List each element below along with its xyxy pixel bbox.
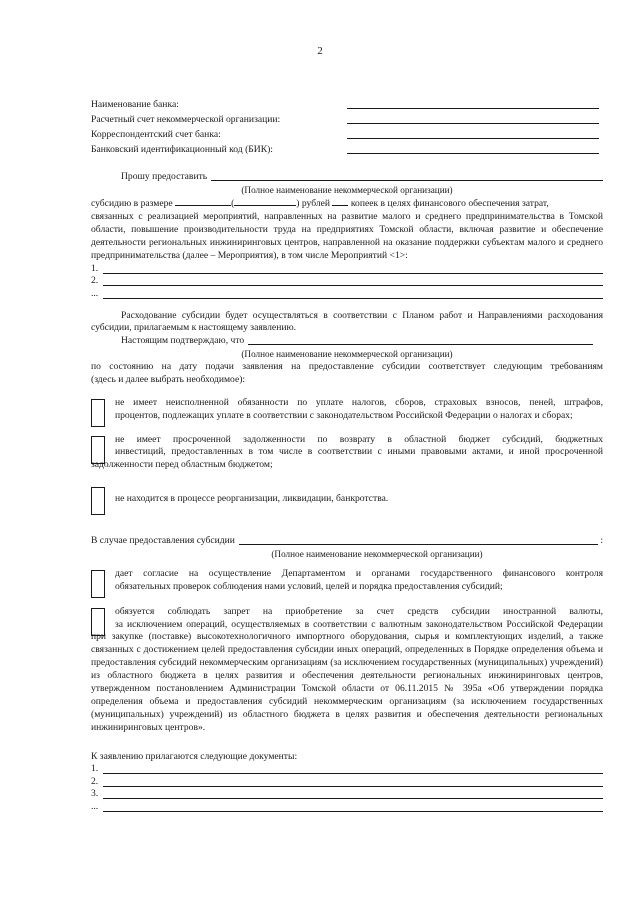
requirement-option [91,434,603,473]
account-field[interactable] [347,123,599,124]
attachment-item-field[interactable] [103,773,603,774]
consent-text-rest: за исключением операций, осуществляемых в соответствии с валютным законодательством Российской Федерации при закупке (поставке) высокотехнологичного импортного оборудования, сырья и комплектующих изделий, а также связанных с достижением целей предоставления субсидии иных операций, определенных в Порядке определения объема и предоставления субсидий некоммерческим организациям (за исключением государственных (муниципальных) учреждений) из областного бюджета в целях развития и обеспечения деятельности региональных инжиниринговых центров, утвержденном постановлением Администрации Томской области от 06.11.2015 № 395а «Об утверждении порядка определения объема и предоставления субсидий некоммерческим организациям (за исключением государственных (муниципальных) учреждений) из областного бюджета в целях развития и обеспечения деятельности региональных инжиниринговых центров». [91,618,603,734]
amount-words-field[interactable] [234,196,296,206]
attachment-item-field[interactable] [103,786,603,787]
requirement-checkbox[interactable] [91,487,105,515]
consent-checkbox[interactable] [91,608,105,636]
consent-option [91,568,603,594]
activity-item [91,276,603,289]
amount-rubles-label: ) рублей [296,198,331,210]
account-row [91,112,603,127]
organization-caption: (Полное наименование некоммерческой организации) [241,184,453,195]
attachment-item-field[interactable] [103,798,603,799]
bik-row [91,142,603,157]
activity-item-number: ... [91,287,99,299]
bank-name-field[interactable] [347,108,599,109]
attachment-item-field[interactable] [103,811,603,812]
activity-list [91,263,603,301]
attachment-item [91,801,603,814]
requirement-text-first: не находится в процессе реорганизации, ликвидации, банкротства. [115,493,389,505]
requirement-option [91,397,603,423]
bank-details [91,97,603,157]
amount-kopecks-label: копеек в целях финансового обеспечения затрат, [350,198,549,210]
application-form [91,97,603,814]
account-label: Расчетный счет некоммерческой организации: [91,114,281,126]
activity-item [91,263,603,276]
confirm-organization-field[interactable] [248,344,593,345]
requirement-checkbox[interactable] [91,436,105,464]
attachment-item [91,764,603,777]
requirement-text-first: не имеет просроченной задолженности по возврату в областной бюджет субсидий, бюджетных [115,433,603,445]
corr-account-label: Корреспондентский счет банка: [91,129,221,141]
activity-item-field[interactable] [103,273,603,274]
bank-name-row [91,97,603,112]
consent-option [91,606,603,735]
provision-suffix: : [600,535,603,547]
corr-account-field[interactable] [347,138,599,139]
requirement-text-first: не имеет неисполненной обязанности по уплате налогов, сборов, страховых взносов, пеней, штрафов, [115,396,603,408]
requirement-text-rest: инвестиций, предоставленных в том числе в соответствии с иными правовыми актами, и иной просроченной задолженности перед областным бюджетом; [91,446,603,471]
page-number: 2 [317,45,323,57]
amount-digits-field[interactable] [175,196,231,206]
activity-item-number: 2. [91,275,99,287]
amount-paren-open: ( [231,198,235,210]
confirm-text: по состоянию на дату подачи заявления на предоставление субсидии соответствует следующим требованиям [91,360,603,372]
request-row [91,171,603,184]
consent-checkbox[interactable] [91,570,105,598]
provision-prefix: В случае предоставления субсидии [91,535,235,547]
bik-label: Банковский идентификационный код (БИК): [91,144,273,156]
activity-item-number: 1. [91,262,99,274]
attachment-item [91,789,603,802]
bank-name-label: Наименование банка: [91,99,179,111]
attachments-list [91,764,603,814]
confirm-prefix: Настоящим подтверждаю, что [121,335,245,347]
consent-text-first: дает согласие на осуществление Департаментом и органами государственного финансового контроля [115,567,603,579]
confirm-note: (здесь и далее выбрать необходимое): [91,373,246,385]
attachment-item-number: ... [91,800,99,812]
amount-label: субсидию в размере [91,198,173,210]
requirement-text-rest: процентов, подлежащих уплате в соответствии с законодательством Российской Федерации о налогах и сборах; [115,409,573,421]
provision-caption: (Полное наименование некоммерческой организации) [271,549,483,560]
activity-item [91,288,603,301]
request-body: связанных с реализацией мероприятий, направленных на развитие малого и среднего предпринимательства в Томской области, повышение производительности труда на предприятиях Томской области, включая развитие и обеспечение деятельности региональных инжиниринговых центров, направленной на оказание поддержки субъектам малого и среднего предпринимательства (далее – Мероприятия), в том числе Мероприятий <1>: [91,211,603,262]
expense-text: Расходование субсидии будет осуществляться в соответствии с Планом работ и Направлениями расходования субсидии, прилагаемым к настоящему заявлению. [91,309,603,334]
attachments-heading: К заявлению прилагаются следующие документы: [91,750,298,762]
attachment-item [91,776,603,789]
confirm-row [91,335,603,348]
request-prefix: Прошу предоставить [121,171,208,182]
confirm-caption: (Полное наименование некоммерческой организации) [241,349,453,360]
attachment-item-number: 2. [91,775,99,787]
requirement-checkbox[interactable] [91,399,105,427]
provision-row [91,535,603,548]
attachment-item-number: 3. [91,788,99,800]
consent-text-first: обязуется соблюдать запрет на приобретение за счет средств субсидии иностранной валюты, [115,605,603,617]
provision-organization-field[interactable] [239,544,598,545]
organization-name-field[interactable] [211,180,603,181]
activity-item-field[interactable] [103,298,603,299]
amount-line [91,196,603,211]
activity-item-field[interactable] [103,285,603,286]
requirement-option [91,485,603,513]
bik-field[interactable] [347,153,599,154]
corr-account-row [91,127,603,142]
attachment-item-number: 1. [91,763,99,775]
amount-kopecks-field[interactable] [332,196,348,206]
consent-text-rest: обязательных проверок соблюдения нами условий, целей и порядка предоставления субсидий; [115,580,503,592]
